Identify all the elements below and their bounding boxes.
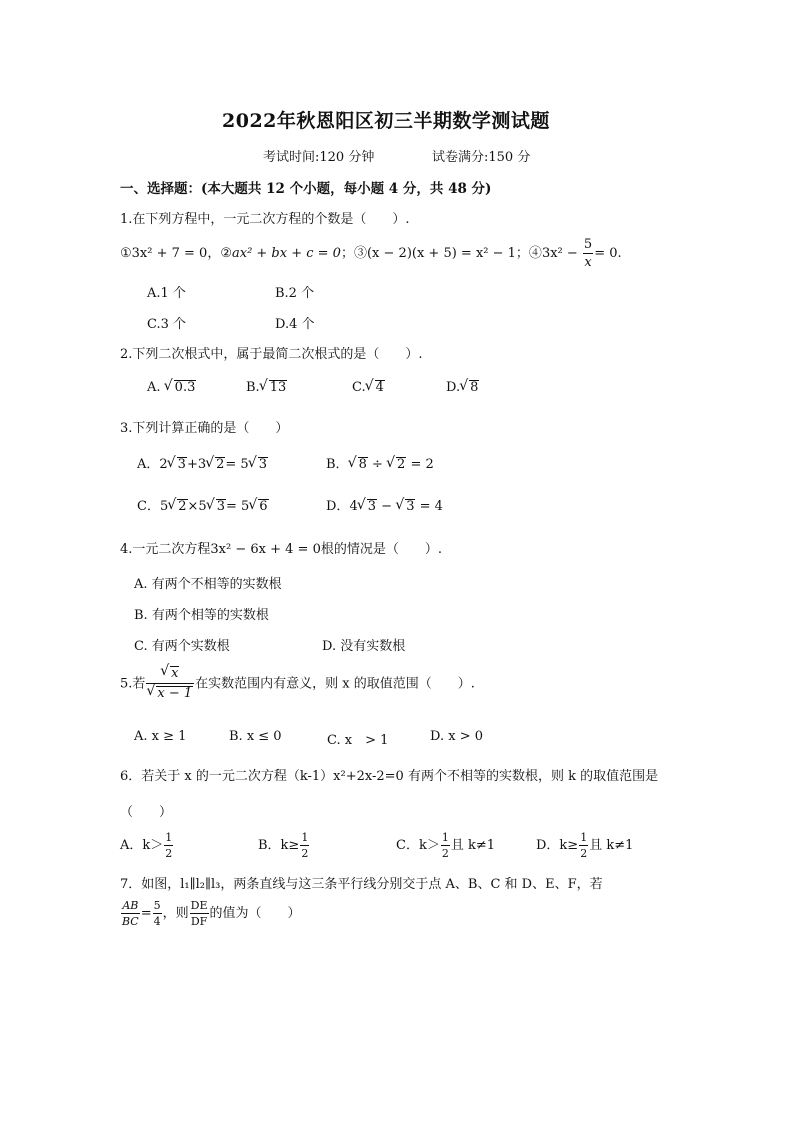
question-2-option-d[interactable]: D.√ 8 — [446, 380, 479, 395]
question-3-stem: 3.下列计算正确的是（ ） — [120, 421, 289, 436]
sqrt-symbol: √ 13 — [260, 380, 288, 395]
question-1-option-b[interactable]: B.2 个 — [275, 286, 315, 301]
question-1-option-d[interactable]: D.4 个 — [275, 317, 315, 332]
q5-fraction: √ x √ x − 1 — [146, 666, 194, 702]
item-sep-3: ；④ — [515, 246, 542, 261]
item-3-expr: (x − 2)(x + 5) = x² − 1 — [366, 246, 516, 261]
question-7-condition: $\frac{AB}{BC}$ = $\frac{5}{4}$ ，则 $\frac{DE}{DF}$ 的值为（ ） — [122, 899, 301, 928]
five-fourths-fraction: $\frac{5}{4}$ — [153, 899, 161, 928]
item-2-expr: ax² + bx + c = 0 — [231, 246, 341, 261]
question-2-stem: 2.下列二次根式中，属于最简二次根式的是（ ）. — [120, 347, 423, 362]
question-5-option-c[interactable]: C. x > 1 — [327, 733, 389, 748]
sqrt-symbol: √ 0.3 — [165, 380, 197, 395]
item-1-label: ① — [120, 246, 132, 261]
question-5-stem: 5.若 √ x √ x − 1 在实数范围内有意义，则 x 的取值范围（ ）. — [120, 666, 475, 702]
question-3-option-a[interactable]: A．2√ 3+3√ 2= 5√ 3 — [137, 453, 268, 472]
question-4-option-c[interactable]: C. 有两个实数根 — [134, 639, 230, 654]
question-3-option-c[interactable]: C．5√ 2×5√ 3= 5√ 6 — [137, 495, 269, 514]
item-4-pre: 3x² − — [541, 246, 578, 261]
question-4-stem: 4.一元二次方程3x² − 6x + 4 = 0根的情况是（ ）. — [120, 542, 442, 557]
question-6-option-b[interactable]: B．k≥ $\frac{1}{2}$ — [258, 831, 309, 860]
question-2-option-a[interactable]: A. √ 0.3 — [147, 380, 196, 395]
question-1-option-a[interactable]: A.1 个 — [147, 286, 186, 301]
question-5-option-a[interactable]: A. x ≥ 1 — [134, 729, 187, 744]
de-df-fraction: $\frac{DE}{DF}$ — [190, 899, 208, 928]
sqrt-symbol: √ 8 — [460, 380, 479, 395]
question-1-items — [120, 238, 622, 269]
item-1-expr: 3x² + 7 = 0 — [131, 246, 208, 261]
item-4-post: = 0 — [594, 246, 618, 261]
section-heading: 一、选择题：(本大题共 12 个小题，每小题 4 分，共 48 分) — [120, 181, 492, 197]
question-6-option-c[interactable]: C．k＞ $\frac{1}{2}$ 且 k≠1 — [396, 831, 496, 860]
sqrt-symbol: √ 4 — [366, 380, 385, 395]
question-2-option-b[interactable]: B.√ 13 — [246, 380, 287, 395]
item-4-den: x — [584, 255, 592, 270]
question-6-paren: （ ） — [120, 805, 173, 820]
question-2-option-c[interactable]: C.√ 4 — [352, 380, 385, 395]
question-6-option-a[interactable]: A．k＞ $\frac{1}{2}$ — [120, 831, 173, 860]
question-3-option-d[interactable]: D．4√ 3 − √ 3 = 4 — [326, 495, 443, 514]
question-1-stem: 1.在下列方程中，一元二次方程的个数是（ ）. — [120, 212, 410, 227]
item-4-fraction — [583, 238, 593, 269]
question-4-option-d[interactable]: D. 没有实数根 — [322, 639, 406, 654]
item-sep-2: ；③ — [340, 246, 367, 261]
page-title: 2022年秋恩阳区初三半期数学测试题 — [222, 110, 550, 132]
question-1-option-c[interactable]: C.3 个 — [147, 317, 187, 332]
question-5-option-d[interactable]: D. x > 0 — [430, 729, 483, 744]
question-6-option-d[interactable]: D．k≥ $\frac{1}{2}$ 且 k≠1 — [536, 831, 634, 860]
item-end: . — [617, 246, 622, 261]
ab-bc-fraction: $\frac{AB}{BC}$ — [122, 899, 139, 928]
question-5-option-b[interactable]: B. x ≤ 0 — [229, 729, 282, 744]
question-3-option-b[interactable]: B．√ 8 ÷ √ 2 = 2 — [326, 453, 434, 472]
question-6-stem: 6．若关于 x 的一元二次方程（k-1）x²+2x-2=0 有两个不相等的实数根，则 k 的取值范围是 — [120, 769, 659, 784]
question-4-option-b[interactable]: B. 有两个相等的实数根 — [134, 608, 269, 623]
item-4-num: 5 — [583, 237, 593, 252]
item-sep-1: ，② — [207, 246, 232, 261]
full-score: 试卷满分:150 分 — [432, 150, 531, 165]
question-4-option-a[interactable]: A. 有两个不相等的实数根 — [134, 577, 282, 592]
question-7-stem: 7．如图，l₁∥l₂∥l₃，两条直线与这三条平行线分别交于点 A、B、C 和 D、E、F，若 — [120, 877, 603, 892]
exam-time: 考试时间:120 分钟 — [263, 150, 375, 165]
